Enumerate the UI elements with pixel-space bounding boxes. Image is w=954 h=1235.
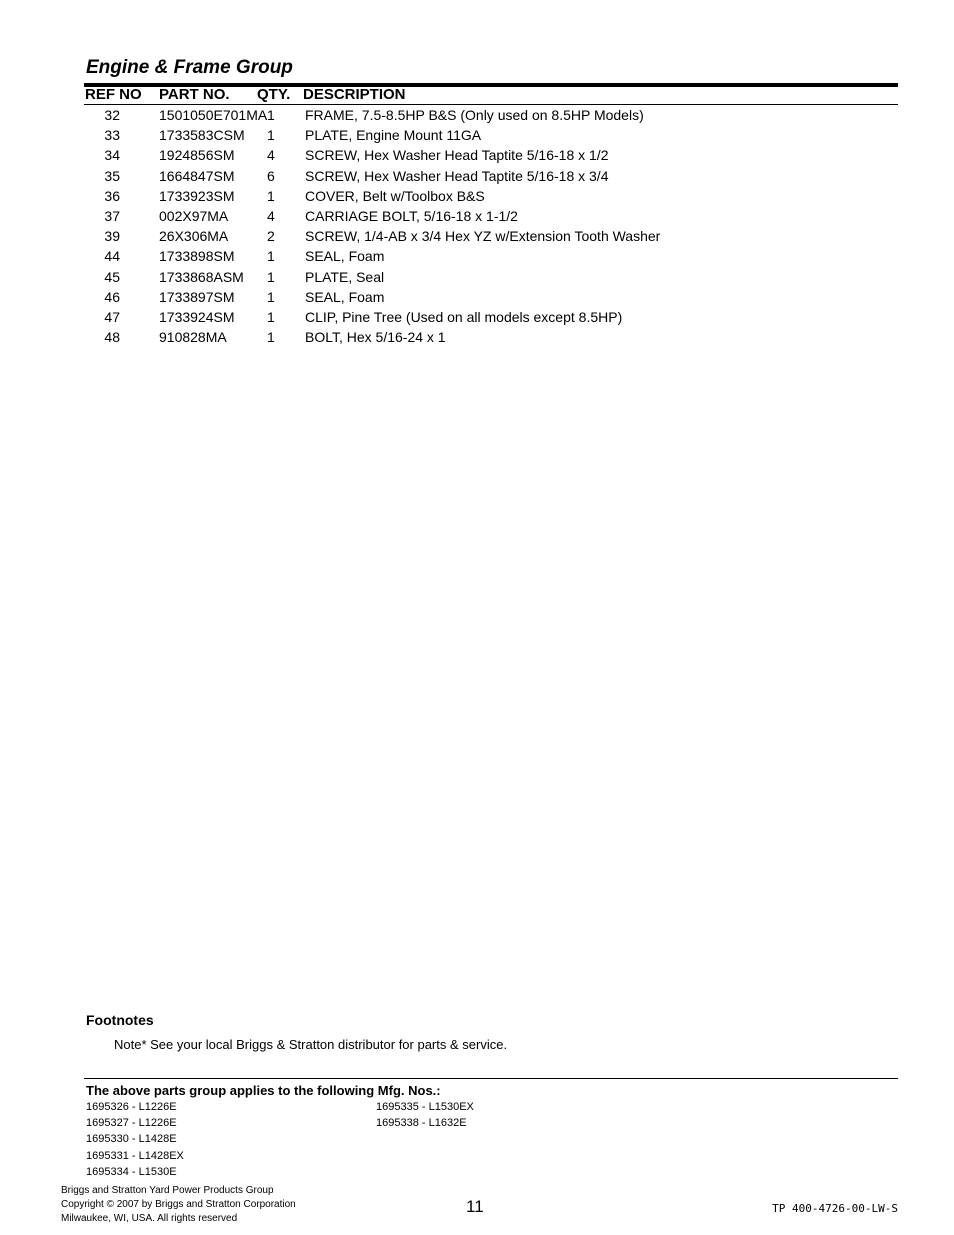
- qty: 1: [267, 248, 275, 265]
- mfg-list-right: [376, 1099, 474, 1131]
- table-row: [84, 248, 898, 268]
- table-row: [84, 168, 898, 188]
- description: SCREW, 1/4-AB x 3/4 Hex YZ w/Extension Tooth Washer: [305, 228, 661, 245]
- qty: 1: [267, 187, 275, 204]
- col-header-ref-no: REF NO: [85, 86, 142, 103]
- ref-no: 44: [104, 248, 120, 265]
- mfg-number: 1695327 - L1226E: [86, 1117, 177, 1130]
- description: COVER, Belt w/Toolbox B&S: [305, 187, 485, 204]
- qty: 6: [267, 167, 275, 184]
- mfg-number: 1695326 - L1226E: [86, 1101, 177, 1113]
- ref-no: 48: [104, 329, 120, 346]
- ref-no: 35: [104, 167, 120, 184]
- applies-rule: [84, 1078, 898, 1079]
- table-header: [84, 86, 898, 105]
- ref-no: 32: [104, 107, 120, 123]
- qty: 1: [267, 308, 275, 325]
- col-header-qty: QTY.: [257, 86, 291, 103]
- table-row: [84, 147, 898, 167]
- description: PLATE, Seal: [305, 268, 385, 285]
- description: PLATE, Engine Mount 11GA: [305, 127, 482, 144]
- part-no: 1733898SM: [159, 248, 235, 265]
- part-no: 1501050E701MA: [159, 107, 268, 123]
- table-row: [84, 309, 898, 329]
- part-no: 1733583CSM: [159, 127, 245, 144]
- description: SCREW, Hex Washer Head Taptite 5/16-18 x 1/2: [305, 147, 609, 164]
- table-row: [84, 208, 898, 228]
- ref-no: 36: [104, 187, 120, 204]
- description: SEAL, Foam: [305, 288, 385, 305]
- qty: 1: [267, 107, 275, 123]
- qty: 1: [267, 127, 275, 144]
- part-no: 1733868ASM: [159, 268, 244, 285]
- table-row: [84, 228, 898, 248]
- description: FRAME, 7.5-8.5HP B&S (Only used on 8.5HP Models): [305, 107, 644, 123]
- footer-copyright: Copyright © 2007 by Briggs and Stratton Corporation: [61, 1199, 296, 1210]
- part-no: 1733924SM: [159, 308, 235, 325]
- mfg-number: 1695335 - L1530EX: [376, 1101, 474, 1113]
- part-no: 910828MA: [159, 329, 227, 346]
- parts-table-body: [84, 107, 898, 349]
- description: CLIP, Pine Tree (Used on all models except 8.5HP): [305, 308, 623, 325]
- part-no: 1733897SM: [159, 288, 235, 305]
- part-no: 1733923SM: [159, 187, 235, 204]
- mfg-number: 1695331 - L1428EX: [86, 1149, 184, 1162]
- page-number: 11: [466, 1197, 484, 1216]
- description: SEAL, Foam: [305, 248, 385, 265]
- ref-no: 47: [104, 308, 120, 325]
- part-no: 1664847SM: [159, 167, 235, 184]
- part-no: 26X306MA: [159, 228, 229, 245]
- ref-no: 33: [104, 127, 120, 144]
- table-row: [84, 289, 898, 309]
- part-no: 1924856SM: [159, 147, 235, 164]
- table-row: [84, 269, 898, 289]
- table-row: [84, 329, 898, 349]
- copyright-footer: [61, 1184, 296, 1226]
- mfg-list-left: [86, 1099, 184, 1180]
- part-no: 002X97MA: [159, 207, 229, 224]
- qty: 2: [267, 228, 275, 245]
- table-row: [84, 188, 898, 208]
- description: BOLT, Hex 5/16-24 x 1: [305, 329, 446, 346]
- ref-no: 34: [104, 147, 120, 164]
- mfg-number: 1695330 - L1428E: [86, 1133, 177, 1146]
- col-header-part-no: PART NO.: [159, 86, 230, 103]
- table-row: [84, 127, 898, 147]
- qty: 1: [267, 329, 275, 346]
- col-header-description: DESCRIPTION: [303, 86, 406, 103]
- ref-no: 39: [104, 228, 120, 245]
- footnotes-heading: Footnotes: [86, 1012, 154, 1028]
- page-title: Engine & Frame Group: [86, 57, 293, 78]
- footer-location: Milwaukee, WI, USA. All rights reserved: [61, 1213, 238, 1224]
- ref-no: 37: [104, 207, 120, 224]
- qty: 4: [267, 207, 275, 224]
- description: SCREW, Hex Washer Head Taptite 5/16-18 x 3/4: [305, 167, 609, 184]
- description: CARRIAGE BOLT, 5/16-18 x 1-1/2: [305, 207, 518, 224]
- table-row: [84, 107, 898, 127]
- qty: 4: [267, 147, 275, 164]
- document-code: TP 400-4726-00-LW-S: [772, 1202, 898, 1215]
- footnote-text: Note* See your local Briggs & Stratton distributor for parts & service.: [114, 1037, 508, 1052]
- ref-no: 46: [104, 288, 120, 305]
- qty: 1: [267, 268, 275, 285]
- mfg-number: 1695334 - L1530E: [86, 1165, 177, 1178]
- footer-company: Briggs and Stratton Yard Power Products Group: [61, 1185, 274, 1196]
- applies-heading: The above parts group applies to the following Mfg. Nos.:: [86, 1083, 441, 1098]
- ref-no: 45: [104, 268, 120, 285]
- mfg-number: 1695338 - L1632E: [376, 1117, 467, 1130]
- qty: 1: [267, 288, 275, 305]
